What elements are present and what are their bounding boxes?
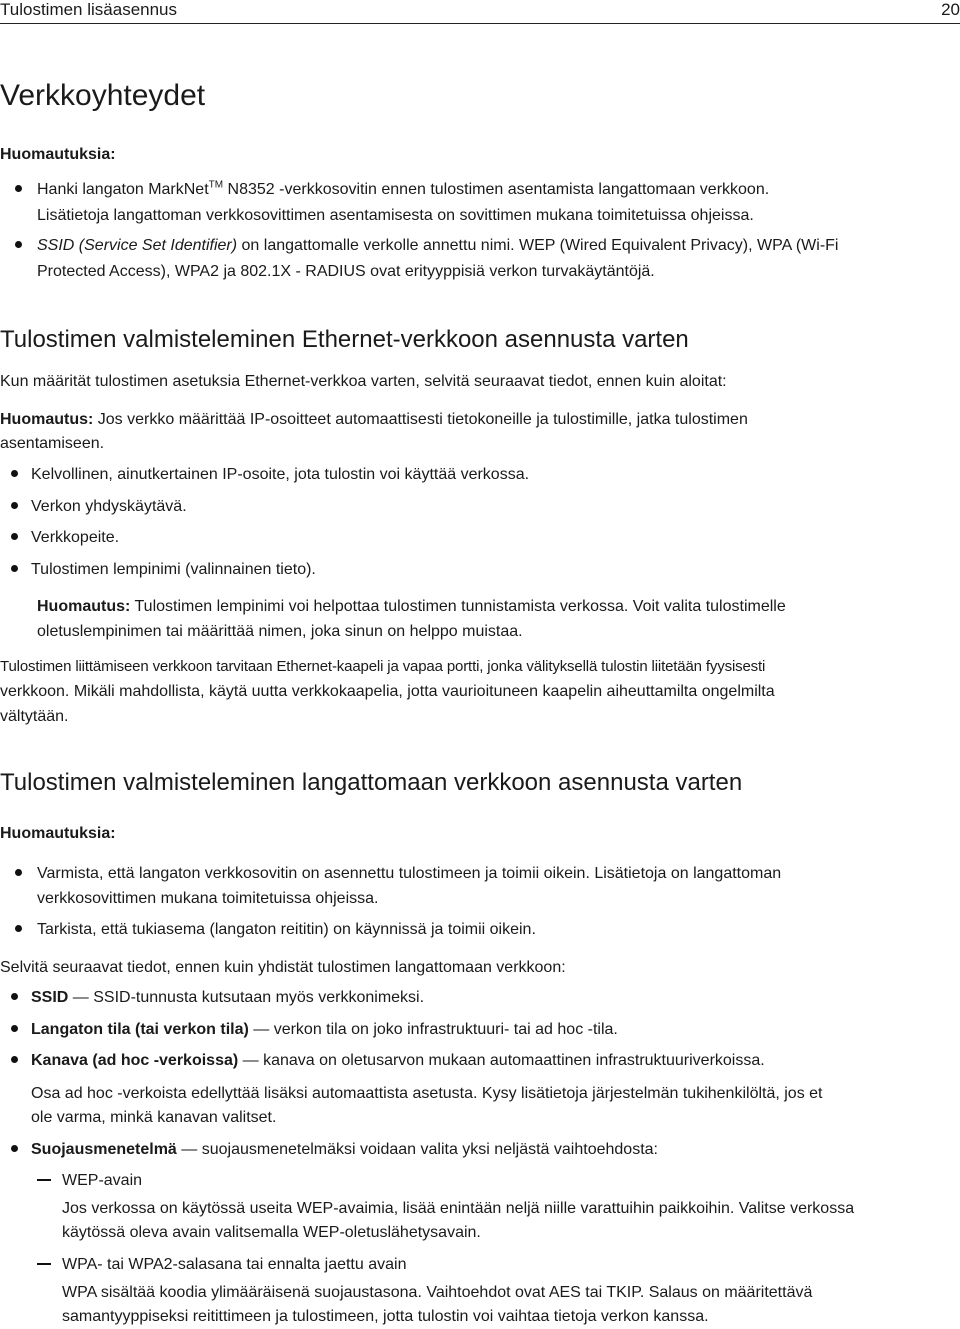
nickname-note-text: Tulostimen lempinimi voi helpottaa tulostimen tunnistamista verkossa. Voit valita tulostimelle bbox=[130, 598, 786, 615]
note-bullet-1-line2: Lisätietoja langattoman verkkosovittimen asentamisesta on sovittimen mukana toimitetuissa ohjeissa. bbox=[37, 207, 754, 224]
note-bullet-2-line2: Protected Access), WPA2 ja 802.1X - RADIUS ovat erityyppisiä verkon turvakäytäntöjä. bbox=[37, 263, 655, 280]
item-ssid-desc: — SSID-tunnusta kutsutaan myös verkkonimeksi. bbox=[68, 989, 425, 1006]
bullet-icon bbox=[11, 470, 18, 477]
note-bullet-2-rest2: WEP (Wired Equivalent Privacy), WPA (Wi-Fi bbox=[514, 237, 839, 254]
wpa-line1: WPA sisältää koodia ylimääräisenä suojaustasona. Vaihtoehdot ovat AES tai TKIP. Salaus on määritettävä bbox=[62, 1284, 813, 1301]
page-number: 20 bbox=[941, 0, 960, 19]
ethernet-bullet-4: Tulostimen lempinimi (valinnainen tieto). bbox=[31, 561, 316, 578]
item-security-desc: — suojausmenetelmäksi voidaan valita yksi neljästä vaihtoehdosta: bbox=[176, 1141, 658, 1158]
ethernet-bullet-3: Verkkopeite. bbox=[31, 529, 120, 546]
note-bullet-1-pre: Hanki langaton MarkNet bbox=[37, 181, 209, 198]
wep-line2: käytössä oleva avain valitsemalla WEP-oletuslähetysavain. bbox=[62, 1224, 481, 1241]
bullet-icon bbox=[11, 1025, 18, 1032]
section-heading-verkkoyhteydet: Verkkoyhteydet bbox=[0, 79, 206, 112]
dash-icon bbox=[37, 1263, 51, 1265]
notes-label: Huomautuksia: bbox=[0, 146, 116, 163]
item-security-term: Suojausmenetelmä bbox=[31, 1141, 177, 1158]
bullet-icon bbox=[15, 925, 22, 932]
bullet-icon bbox=[15, 241, 22, 248]
nickname-note-label: Huomautus: bbox=[37, 598, 131, 615]
note-bullet-2-rest: on langattomalle verkolle annettu nimi. bbox=[237, 237, 515, 254]
item-ssid-term: SSID bbox=[31, 989, 69, 1006]
page-header bbox=[0, 0, 960, 24]
bullet-icon bbox=[11, 1056, 18, 1063]
wpa-line2: samantyyppiseksi reitittimeen ja tulostimeen, jotta tulostin voi vaihtaa tietoja verkon kanssa. bbox=[62, 1308, 709, 1325]
wep-label: WEP-avain bbox=[62, 1172, 143, 1189]
note-bullet-1 bbox=[37, 178, 769, 202]
item-channel bbox=[31, 1049, 765, 1073]
bullet-icon bbox=[11, 1145, 18, 1152]
channel-extra-line2: ole varma, minkä kanavan valitset. bbox=[31, 1109, 277, 1126]
ethernet-paragraph-line3: vältytään. bbox=[0, 708, 69, 725]
ethernet-paragraph-line1: Tulostimen liittämiseen verkkoon tarvitaan Ethernet-kaapeli ja vapaa portti, jonka välityksellä tulostin liitetään fyysisesti bbox=[0, 658, 766, 675]
wpa-label: WPA- tai WPA2-salasana tai ennalta jaettu avain bbox=[62, 1256, 407, 1273]
bullet-icon bbox=[11, 993, 18, 1000]
bullet-icon bbox=[11, 502, 18, 509]
item-security bbox=[31, 1138, 658, 1162]
nickname-note-line2: oletuslempinimen tai määrittää nimen, joka sinun on helppo muistaa. bbox=[37, 623, 523, 640]
note-bullet-1-post: N8352 -verkkosovitin ennen tulostimen asentamista langattomaan verkkoon. bbox=[223, 181, 770, 198]
item-mode-term: Langaton tila (tai verkon tila) bbox=[31, 1021, 249, 1038]
item-mode-desc: — verkon tila on joko infrastruktuuri- tai ad hoc -tila. bbox=[248, 1021, 618, 1038]
item-channel-term: Kanava (ad hoc -verkoissa) bbox=[31, 1052, 239, 1069]
nickname-note bbox=[37, 595, 786, 619]
ethernet-intro: Kun määrität tulostimen asetuksia Ethernet-verkkoa varten, selvitä seuraavat tiedot, ennen kuin aloitat: bbox=[0, 373, 727, 390]
item-ssid bbox=[31, 986, 424, 1010]
item-channel-desc: — kanava on oletusarvon mukaan automaattinen infrastruktuuriverkoissa. bbox=[238, 1052, 765, 1069]
wireless-note-2: Tarkista, että tukiasema (langaton reititin) on käynnissä ja toimii oikein. bbox=[37, 921, 536, 938]
wireless-notes-label: Huomautuksia: bbox=[0, 825, 116, 842]
ethernet-note-line2: asentamiseen. bbox=[0, 435, 105, 452]
wireless-note-1: Varmista, että langaton verkkosovitin on asennettu tulostimeen ja toimii oikein. Lisätietoja on langattoman bbox=[37, 865, 782, 882]
section-heading-ethernet: Tulostimen valmisteleminen Ethernet-verkkoon asennusta varten bbox=[0, 326, 689, 353]
bullet-icon bbox=[11, 565, 18, 572]
bullet-icon bbox=[15, 869, 22, 876]
header-title: Tulostimen lisäasennus bbox=[0, 0, 178, 19]
ethernet-note-text: Jos verkko määrittää IP-osoitteet automaattisesti tietokoneille ja tulostimille, jatka tulostimen bbox=[93, 411, 748, 428]
channel-extra-line1: Osa ad hoc -verkoista edellyttää lisäksi automaattista asetusta. Kysy lisätietoja järjestelmän tukihenkilöltä, jos et bbox=[31, 1085, 823, 1102]
wireless-intro: Selvitä seuraavat tiedot, ennen kuin yhdistät tulostimen langattomaan verkkoon: bbox=[0, 959, 566, 976]
item-mode bbox=[31, 1018, 618, 1042]
wep-line1: Jos verkossa on käytössä useita WEP-avaimia, lisää enintään neljä niille varattuihin paikkoihin. Valitse verkossa bbox=[62, 1200, 855, 1217]
dash-icon bbox=[37, 1179, 51, 1181]
ethernet-bullet-1: Kelvollinen, ainutkertainen IP-osoite, jota tulostin voi käyttää verkossa. bbox=[31, 466, 530, 483]
ethernet-bullet-2: Verkon yhdyskäytävä. bbox=[31, 498, 187, 515]
bullet-icon bbox=[15, 185, 22, 192]
trademark-sup: TM bbox=[208, 179, 224, 191]
ethernet-paragraph-line2: verkkoon. Mikäli mahdollista, käytä uutta verkkokaapelia, jotta vaurioituneen kaapelin aiheuttamilta ongelmilta bbox=[0, 683, 775, 700]
bullet-icon bbox=[11, 533, 18, 540]
ethernet-note bbox=[0, 408, 748, 432]
ethernet-note-label: Huomautus: bbox=[0, 411, 94, 428]
wireless-note-1-line2: verkkosovittimen mukana toimitetuissa ohjeissa. bbox=[37, 890, 379, 907]
ssid-term: SSID (Service Set Identifier) bbox=[37, 237, 238, 254]
note-bullet-2 bbox=[37, 234, 838, 258]
section-heading-wireless: Tulostimen valmisteleminen langattomaan verkkoon asennusta varten bbox=[0, 769, 743, 796]
